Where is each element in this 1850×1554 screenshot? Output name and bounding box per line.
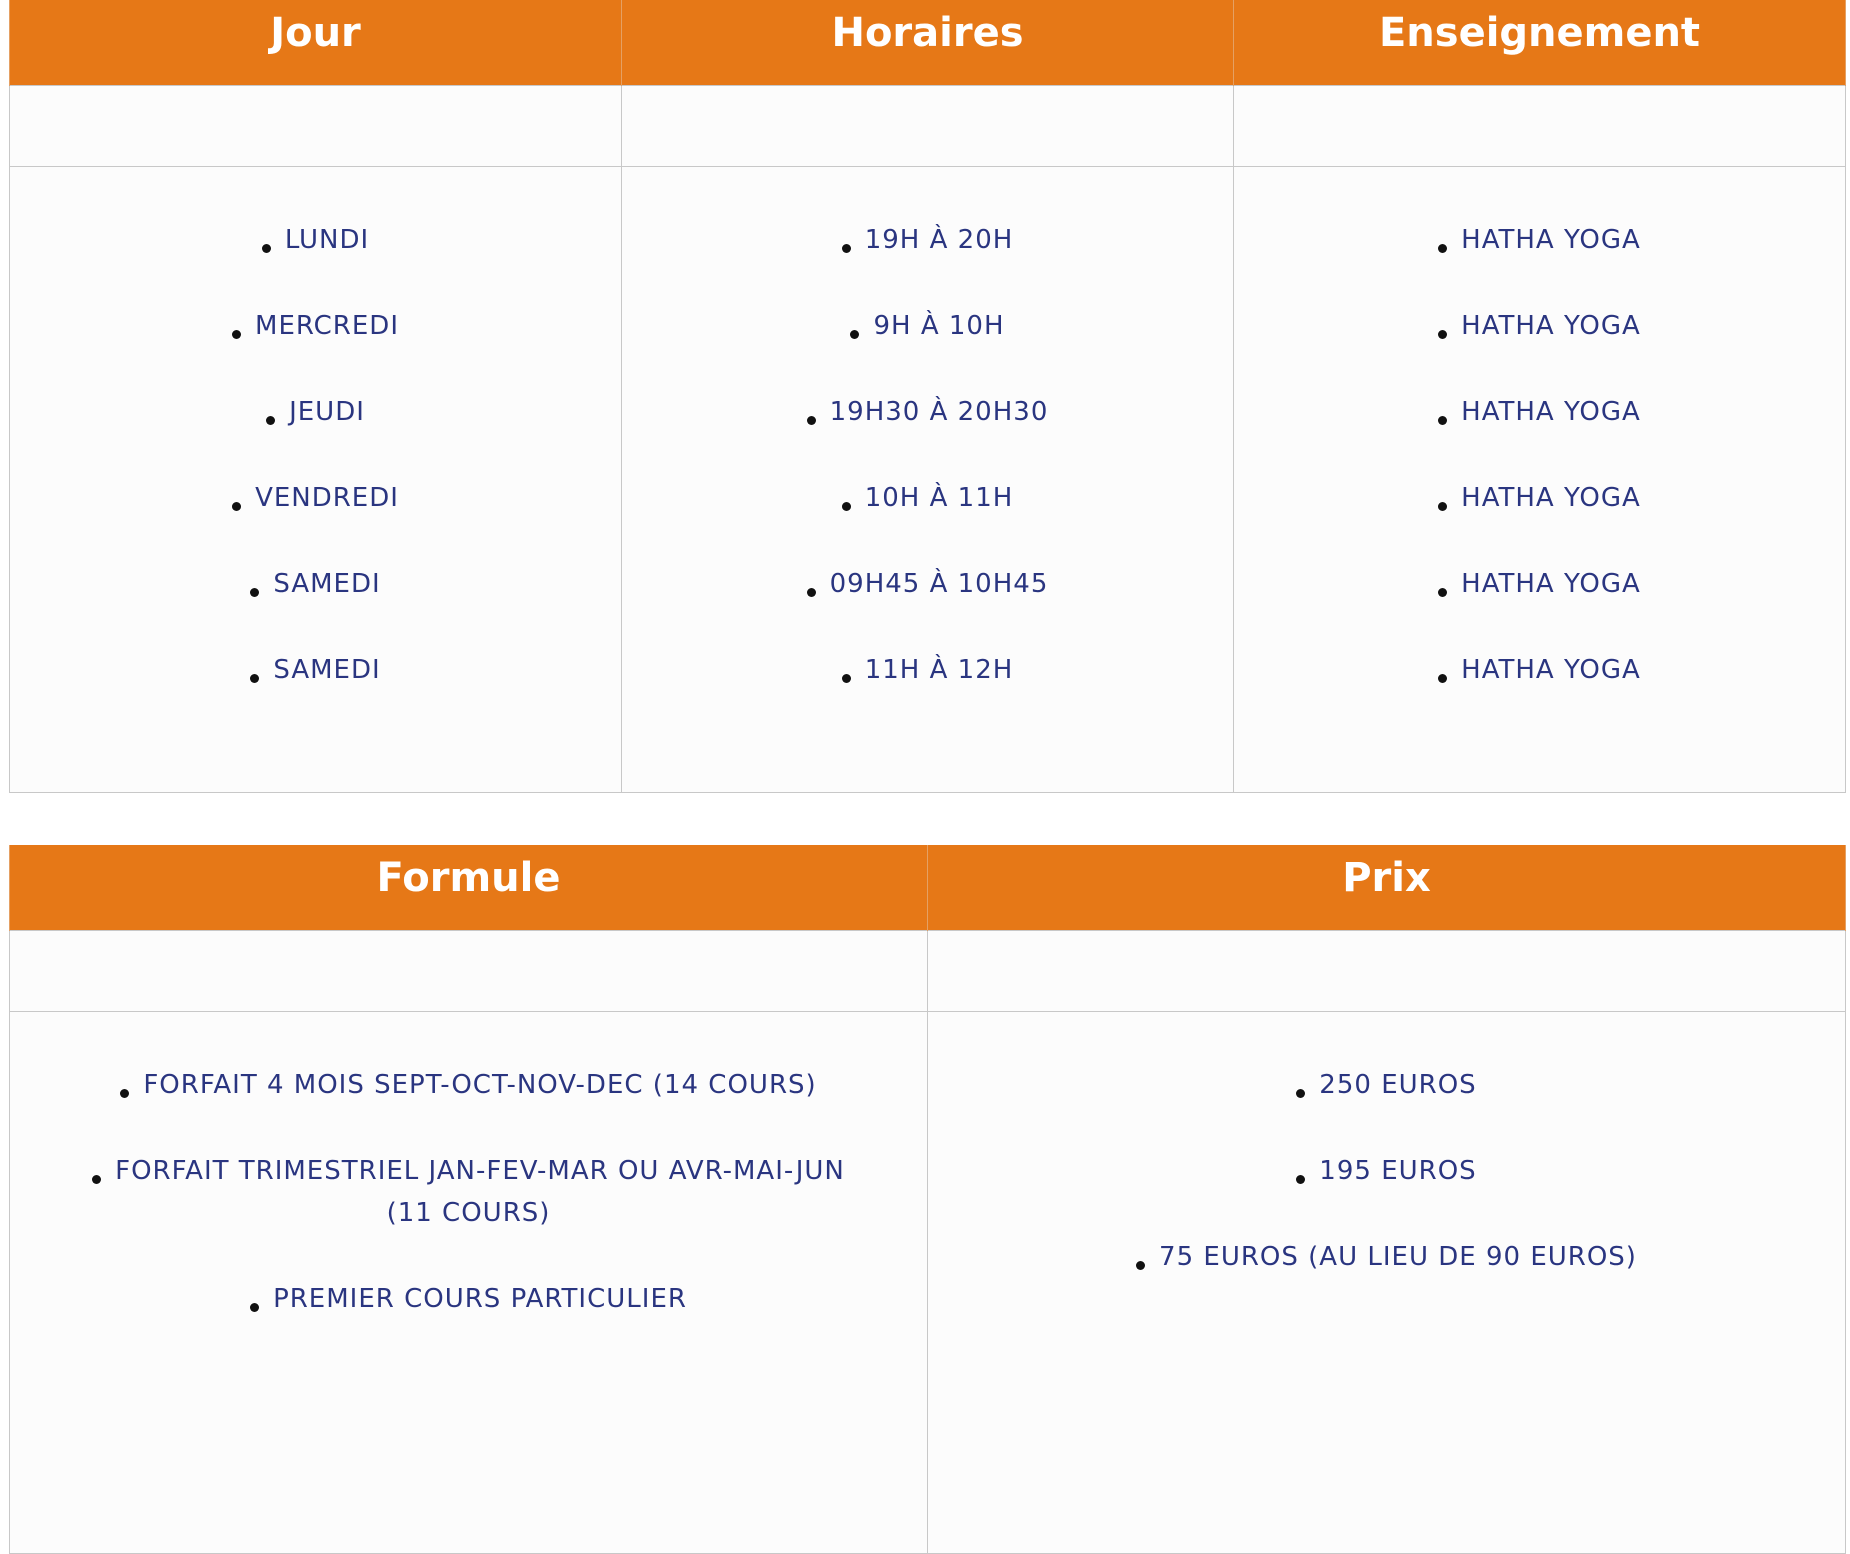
list-item: 11H À 12H	[622, 649, 1233, 691]
list-item: MERCREDI	[10, 305, 621, 347]
bullet-icon	[807, 588, 816, 597]
bullet-icon	[1296, 1089, 1305, 1098]
empty-cell	[622, 86, 1234, 167]
list-item: HATHA YOGA	[1234, 219, 1845, 261]
formulas-cell	[10, 1012, 928, 1554]
bullet-icon	[1438, 416, 1447, 425]
days-list	[10, 167, 621, 691]
bullet-icon	[1438, 244, 1447, 253]
header-horaires: Horaires	[622, 0, 1234, 86]
bullet-icon	[1296, 1175, 1305, 1184]
bullet-icon	[1438, 502, 1447, 511]
prices-cell	[928, 1012, 1846, 1554]
bullet-icon	[1136, 1261, 1145, 1270]
list-item: 250 EUROS	[928, 1064, 1845, 1106]
pricing-empty-row	[10, 931, 1846, 1012]
list-item: 75 EUROS (AU LIEU DE 90 EUROS)	[928, 1236, 1845, 1278]
bullet-icon	[250, 674, 259, 683]
list-item: 9H À 10H	[622, 305, 1233, 347]
bullet-icon	[842, 674, 851, 683]
list-item: HATHA YOGA	[1234, 649, 1845, 691]
header-enseignement: Enseignement	[1234, 0, 1846, 86]
empty-cell	[10, 931, 928, 1012]
bullet-icon	[1438, 588, 1447, 597]
list-item: HATHA YOGA	[1234, 305, 1845, 347]
schedule-body-row	[10, 167, 1846, 793]
formulas-list	[10, 1012, 927, 1320]
bullet-icon	[266, 416, 275, 425]
empty-cell	[10, 86, 622, 167]
bullet-icon	[92, 1175, 101, 1184]
pricing-header-row	[10, 845, 1846, 931]
bullet-icon	[850, 330, 859, 339]
list-item: 09H45 À 10H45	[622, 563, 1233, 605]
bullet-icon	[250, 588, 259, 597]
times-cell	[622, 167, 1234, 793]
prices-list	[928, 1012, 1845, 1278]
list-item: 10H À 11H	[622, 477, 1233, 519]
bullet-icon	[1438, 330, 1447, 339]
header-prix: Prix	[928, 845, 1846, 931]
bullet-icon	[842, 244, 851, 253]
bullet-icon	[232, 330, 241, 339]
teachings-cell	[1234, 167, 1846, 793]
list-item: PREMIER COURS PARTICULIER	[10, 1278, 927, 1320]
list-item: VENDREDI	[10, 477, 621, 519]
list-item: FORFAIT 4 MOIS SEPT-OCT-NOV-DEC (14 COURS)	[10, 1064, 927, 1106]
times-list	[622, 167, 1233, 691]
bullet-icon	[120, 1089, 129, 1098]
pricing-body-row	[10, 1012, 1846, 1554]
bullet-icon	[842, 502, 851, 511]
schedule-header-row	[10, 0, 1846, 86]
list-item: HATHA YOGA	[1234, 563, 1845, 605]
list-item: 19H30 À 20H30	[622, 391, 1233, 433]
bullet-icon	[232, 502, 241, 511]
list-item: LUNDI	[10, 219, 621, 261]
empty-cell	[1234, 86, 1846, 167]
bullet-icon	[262, 244, 271, 253]
list-item: 19H À 20H	[622, 219, 1233, 261]
days-cell	[10, 167, 622, 793]
list-item: HATHA YOGA	[1234, 391, 1845, 433]
list-item: FORFAIT TRIMESTRIEL JAN-FEV-MAR OU AVR-MAI-JUN (11 COURS)	[10, 1150, 927, 1234]
list-item: JEUDI	[10, 391, 621, 433]
header-jour: Jour	[10, 0, 622, 86]
empty-cell	[928, 931, 1846, 1012]
list-item: SAMEDI	[10, 563, 621, 605]
teachings-list	[1234, 167, 1845, 691]
bullet-icon	[807, 416, 816, 425]
list-item: HATHA YOGA	[1234, 477, 1845, 519]
list-item: SAMEDI	[10, 649, 621, 691]
schedule-empty-row	[10, 86, 1846, 167]
list-item: 195 EUROS	[928, 1150, 1845, 1192]
bullet-icon	[1438, 674, 1447, 683]
pricing-table	[9, 845, 1846, 1554]
schedule-table	[9, 0, 1846, 793]
bullet-icon	[250, 1303, 259, 1312]
header-formule: Formule	[10, 845, 928, 931]
